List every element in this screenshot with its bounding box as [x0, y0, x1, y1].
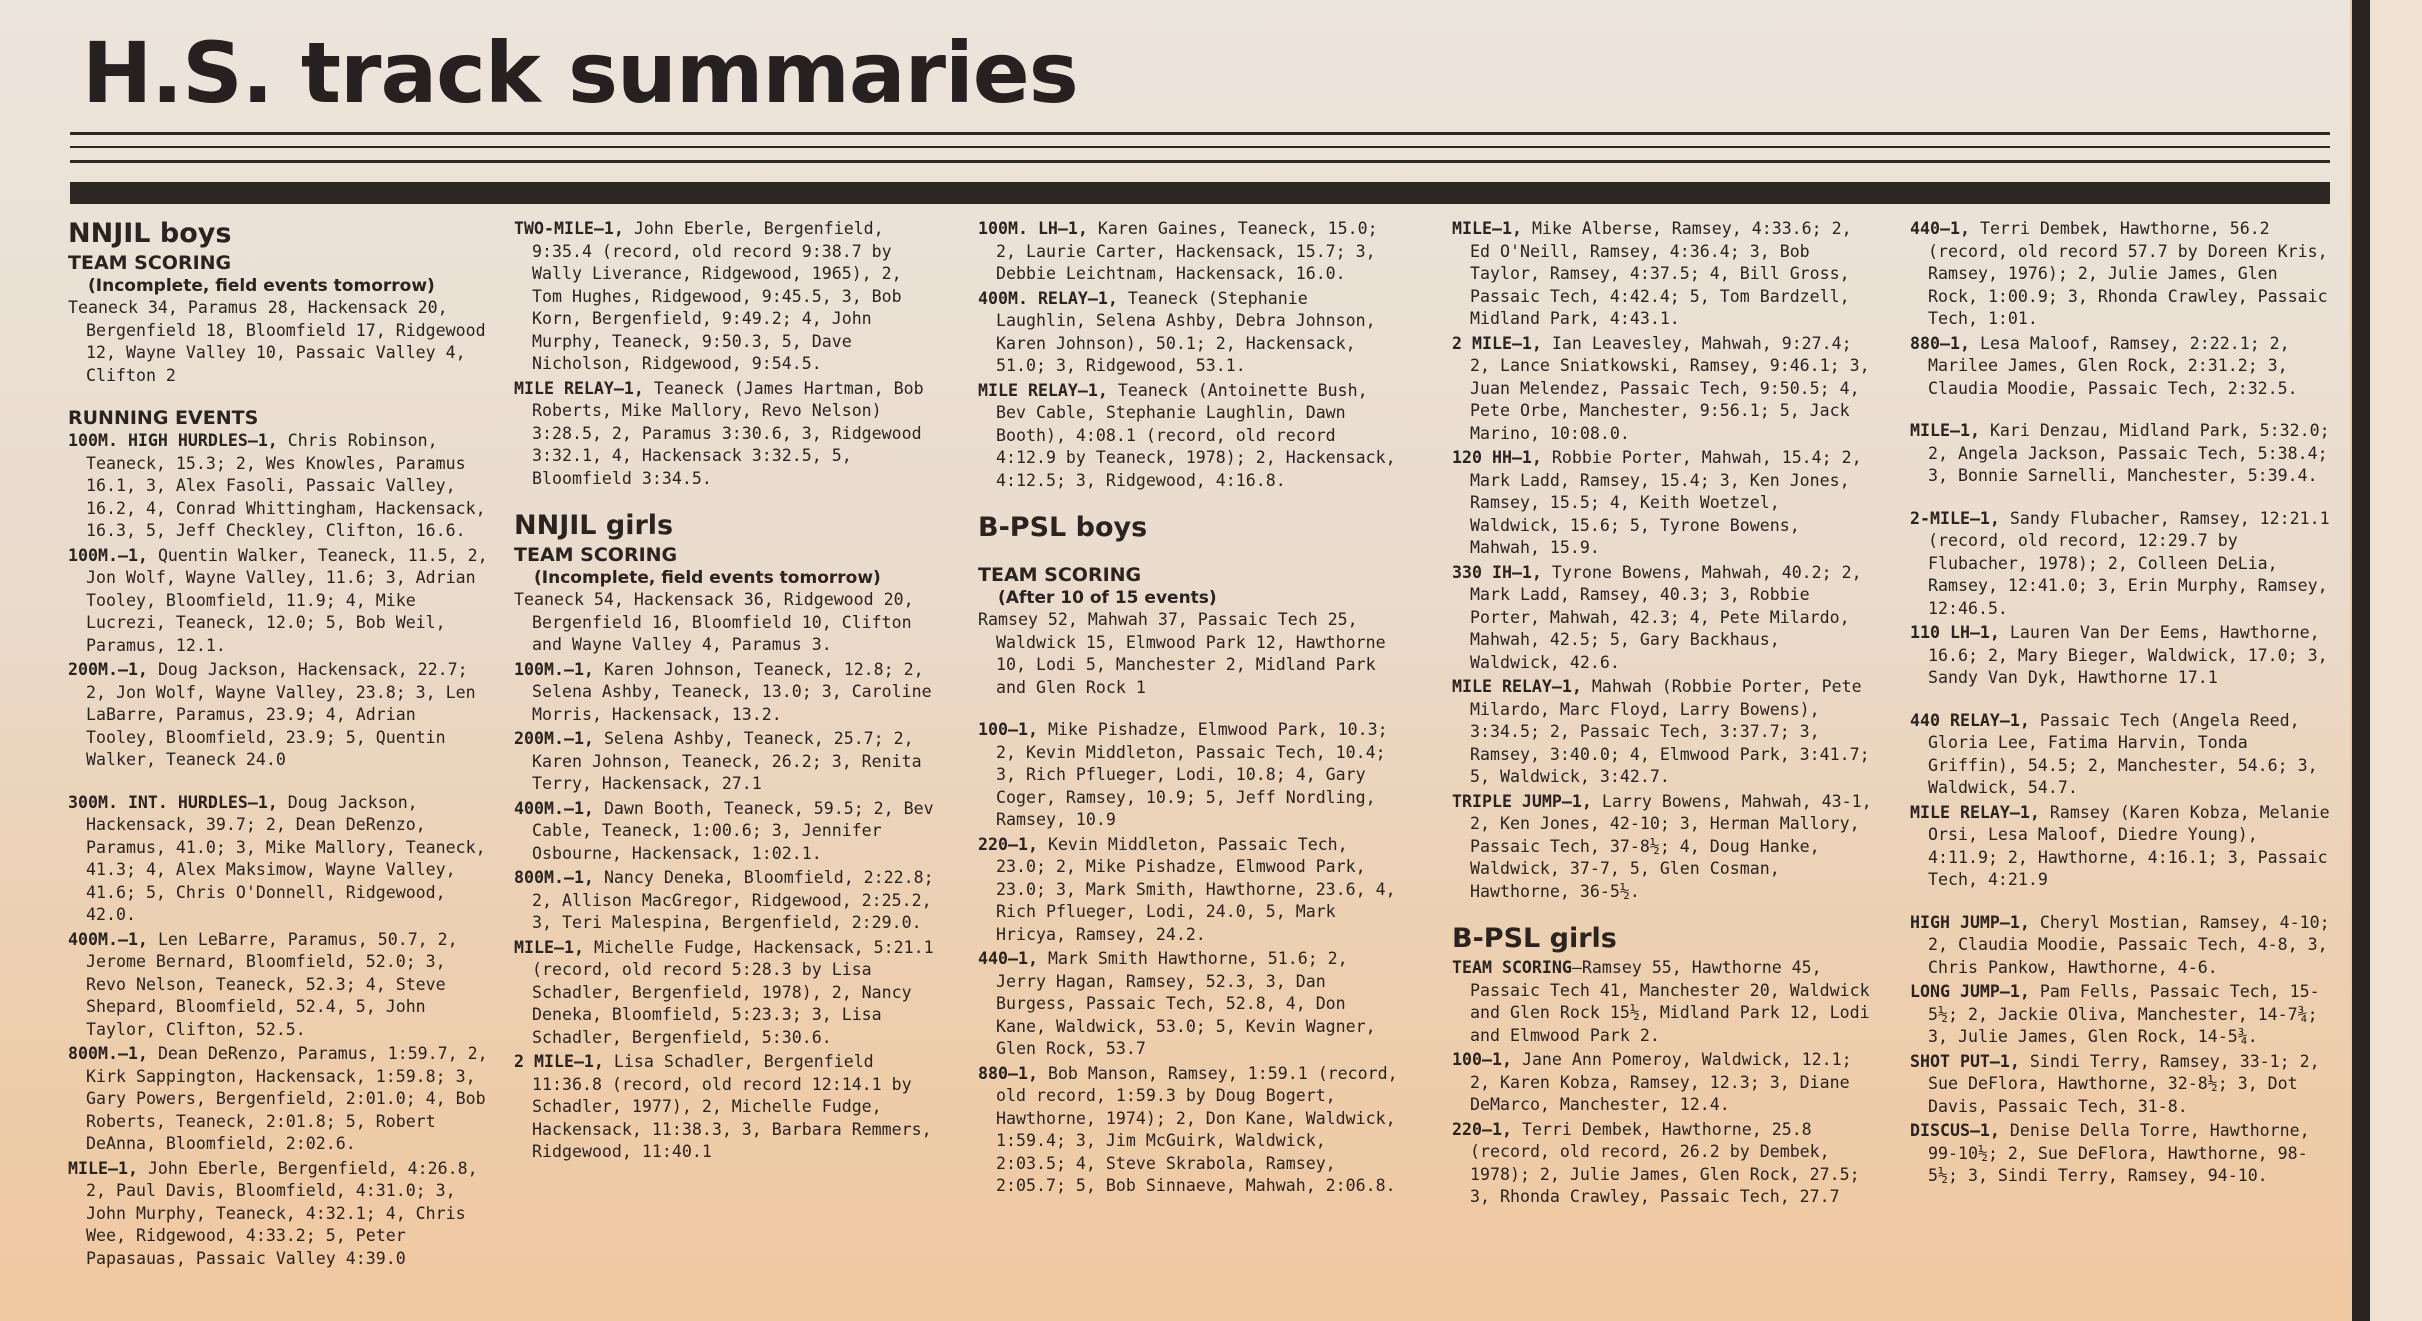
event-name: HIGH JUMP—1, — [1910, 912, 2030, 932]
event-name: 120 HH—1, — [1452, 448, 1542, 467]
event-text: Mahwah (Robbie Porter, Pete Milardo, Marc Floyd, Larry Bowens), 3:34.5; 2, Passaic Tech, 3:37.7; 3, Ramsey, 3:40.0; 4, Elmwood Park, 3:41.7; 5, Waldwick, 3:42.7. — [1470, 677, 1870, 786]
page-edge — [2370, 0, 2422, 1321]
event-name: 220—1, — [1452, 1119, 1512, 1139]
column-5 — [1910, 218, 2330, 1313]
event-name: MILE—1, — [1452, 219, 1522, 238]
event-result — [978, 948, 1398, 1061]
event-result — [1452, 447, 1872, 560]
event-text: Doug Jackson, Hackensack, 22.7; 2, Jon Wolf, Wayne Valley, 23.8; 3, Len LaBarre, Paramus, 23.9; 4, Adrian Tooley, Bloomfield, 23.9; 5, Quentin Walker, Teaneck 24.0 — [86, 660, 476, 769]
event-name: 100M.—1, — [68, 545, 148, 565]
event-text: Kari Denzau, Midland Park, 5:32.0; 2, Angela Jackson, Passaic Tech, 5:38.4; 3, Bonnie Sarnelli, Manchester, 5:39.4. — [1928, 421, 2330, 485]
event-result — [68, 545, 488, 658]
event-name: 800M.—1, — [68, 1044, 148, 1063]
team-scoring-heading: TEAM SCORING — [68, 252, 232, 274]
event-name: 100M. LH—1, — [978, 219, 1088, 238]
event-text: Len LeBarre, Paramus, 50.7, 2, Jerome Bernard, Bloomfield, 52.0; 3, Revo Nelson, Teaneck, 52.3; 4, Steve Shepard, Bloomfield, 52.4, 5, John Taylor, Clifton, 52.5. — [86, 929, 458, 1039]
event-text: Passaic Tech (Angela Reed, Gloria Lee, Fatima Harvin, Tonda Griffin), 54.5; 2, Manchester, 54.6; 3, Waldwick, 54.7. — [1928, 710, 2318, 797]
event-result — [1452, 676, 1872, 789]
event-text: Jane Ann Pomeroy, Waldwick, 12.1; 2, Karen Kobza, Ramsey, 12.3; 3, Diane DeMarco, Manchester, 12.4. — [1470, 1050, 1852, 1114]
event-name: LONG JUMP—1, — [1910, 982, 2030, 1001]
event-text: Dawn Booth, Teaneck, 59.5; 2, Bev Cable, Teaneck, 1:00.6; 3, Jennifer Osbourne, Hackensack, 1:02.1. — [532, 798, 934, 863]
event-text: Lauren Van Der Eems, Hawthorne, 16.6; 2, Mary Bieger, Waldwick, 17.0; 3, Sandy Van Dyk, Hawthorne 17.1 — [1928, 623, 2328, 687]
event-name: 400M.—1, — [514, 798, 594, 818]
event-result — [68, 430, 488, 543]
team-scoring-note: (Incomplete, field events tomorrow) — [88, 276, 435, 296]
event-text: Dean DeRenzo, Paramus, 1:59.7, 2, Kirk Sappington, Hackensack, 1:59.8; 3, Gary Powers, Bergenfield, 2:01.0; 4, Bob Roberts, Teaneck, 2:01.8; 5, Robert DeAnna, Bloomfield, 2:02.6. — [86, 1044, 488, 1153]
event-text: Teaneck (Antoinette Bush, Bev Cable, Stephanie Laughlin, Dawn Booth), 4:08.1 (record, old record 4:12.9 by Teaneck, 1978); 2, Hackensack, 4:12.5; 3, Ridgewood, 4:16.8. — [996, 380, 1396, 490]
event-result — [514, 659, 934, 727]
headline-rule-3 — [70, 160, 2330, 163]
event-name: 2 MILE—1, — [514, 1052, 604, 1071]
event-text: Lesa Maloof, Ramsey, 2:22.1; 2, Marilee James, Glen Rock, 2:31.2; 3, Claudia Moodie, Passaic Tech, 2:32.5. — [1928, 333, 2298, 398]
event-result — [1910, 802, 2330, 892]
event-result — [978, 380, 1398, 493]
event-result — [978, 1063, 1398, 1198]
column-3 — [978, 218, 1398, 1313]
event-text: Mike Pishadze, Elmwood Park, 10.3; 2, Kevin Middleton, Passaic Tech, 10.4; 3, Rich Pflueger, Lodi, 10.8; 4, Gary Coger, Ramsey, 10.9; 5, Jeff Nordling, Ramsey, 10.9 — [996, 720, 1388, 829]
event-name: 200M.—1, — [514, 729, 594, 748]
section-title-bpsl-boys: B-PSL boys — [978, 512, 1148, 543]
event-name: MILE—1, — [514, 937, 584, 957]
event-text: Quentin Walker, Teaneck, 11.5, 2, Jon Wolf, Wayne Valley, 11.6; 3, Adrian Tooley, Bloomfield, 11.9; 4, Mike Lucrezi, Teaneck, 12.0; 5, Bob Weil, Paramus, 12.1. — [86, 545, 488, 655]
column-4 — [1452, 218, 1872, 1313]
event-result — [978, 218, 1398, 286]
event-text: Ian Leavesley, Mahwah, 9:27.4; 2, Lance Sniatkowski, Ramsey, 9:46.1; 3, Juan Melendez, Passaic Tech, 9:50.5; 4, Pete Orbe, Manchester, 9:56.1; 5, Jack Marino, 10:08.0. — [1470, 333, 1870, 443]
event-name: 2 MILE—1, — [1452, 333, 1542, 353]
event-result — [1452, 1119, 1872, 1209]
event-result — [1910, 508, 2330, 621]
team-scoring-heading: TEAM SCORING — [514, 544, 678, 566]
event-name: MILE RELAY—1, — [1452, 677, 1582, 696]
event-name: 100—1, — [978, 720, 1038, 739]
event-text: Pam Fells, Passaic Tech, 15-5½; 2, Jackie Oliva, Manchester, 14-7¾; 3, Julie James, Glen Rock, 14-5¾. — [1928, 982, 2320, 1046]
event-name: TRIPLE JUMP—1, — [1452, 791, 1592, 811]
event-result — [1910, 420, 2330, 488]
event-name: SHOT PUT—1, — [1910, 1051, 2020, 1071]
event-name: 100M. HIGH HURDLES—1, — [68, 431, 278, 450]
event-result — [1910, 1120, 2330, 1188]
event-name: 440 RELAY—1, — [1910, 710, 2030, 730]
event-text: Karen Johnson, Teaneck, 12.8; 2, Selena Ashby, Teaneck, 13.0; 3, Caroline Morris, Hackensack, 13.2. — [532, 659, 932, 724]
event-name: MILE RELAY—1, — [514, 378, 644, 398]
event-result — [978, 288, 1398, 378]
headline-rule-2 — [70, 146, 2330, 148]
event-result — [68, 659, 488, 772]
event-result — [514, 378, 934, 491]
event-result — [68, 1043, 488, 1156]
headline-rule-1 — [70, 132, 2330, 135]
event-name: MILE—1, — [68, 1158, 138, 1178]
event-name: MILE RELAY—1, — [978, 380, 1108, 400]
event-name: TWO-MILE—1, — [514, 219, 624, 238]
event-name: 400M. RELAY—1, — [978, 288, 1118, 308]
event-text: Nancy Deneka, Bloomfield, 2:22.8; 2, Allison MacGregor, Ridgewood, 2:25.2, 3, Teri Malespina, Bergenfield, 2:29.0. — [532, 868, 934, 932]
team-scoring-heading: TEAM SCORING — [978, 564, 1142, 586]
event-text: John Eberle, Bergenfield, 4:26.8, 2, Paul Davis, Bloomfield, 4:31.0; 3, John Murphy, Teaneck, 4:32.1; 4, Chris Wee, Ridgewood, 4:33.2; 5, Peter Papasauas, Passaic Valley 4:39.0 — [86, 1158, 478, 1268]
event-result — [514, 218, 934, 376]
event-result — [1452, 562, 1872, 675]
event-text: Selena Ashby, Teaneck, 25.7; 2, Karen Johnson, Teaneck, 26.2; 3, Renita Terry, Hackensack, 27.1 — [532, 729, 922, 793]
event-text: Mike Alberse, Ramsey, 4:33.6; 2, Ed O'Neill, Ramsey, 4:36.4; 3, Bob Taylor, Ramsey, 4:37.5; 4, Bill Gross, Passaic Tech, 4:42.4; 5, Tom Bardzell, Midland Park, 4:43.1. — [1470, 219, 1852, 328]
headline-bar — [70, 182, 2330, 204]
event-text: Sindi Terry, Ramsey, 33-1; 2, Sue DeFlora, Hawthorne, 32-8½; 3, Dot Davis, Passaic Tech, 31-8. — [1928, 1051, 2320, 1116]
event-text: Karen Gaines, Teaneck, 15.0; 2, Laurie Carter, Hackensack, 15.7; 3, Debbie Leichtnam, Hackensack, 16.0. — [996, 219, 1378, 283]
team-scoring-note: (Incomplete, field events tomorrow) — [534, 568, 881, 588]
event-name: 880—1, — [1910, 333, 1970, 353]
event-text: Kevin Middleton, Passaic Tech, 23.0; 2, Mike Pishadze, Elmwood Park, 23.0; 3, Mark Smith, Hawthorne, 23.6, 4, Rich Pflueger, Lodi, 24.0, 5, Mark Hricya, Ramsey, 24.2. — [996, 834, 1396, 944]
team-scoring-text: Ramsey 52, Mahwah 37, Passaic Tech 25, Waldwick 15, Elmwood Park 12, Hawthorne 10, Lodi 5, Manchester 2, Midland Park and Glen Rock 1 — [978, 610, 1386, 697]
event-result — [514, 798, 934, 866]
event-text: Ramsey (Karen Kobza, Melanie Orsi, Lesa Maloof, Diedre Young), 4:11.9; 2, Hawthorne, 4:16.1; 3, Passaic Tech, 4:21.9 — [1928, 802, 2330, 889]
team-scoring-text: Teaneck 34, Paramus 28, Hackensack 20, Bergenfield 18, Bloomfield 17, Ridgewood 12, Wayne Valley 10, Passaic Valley 4, Clifton 2 — [68, 298, 486, 385]
event-result — [1452, 791, 1872, 904]
team-scoring-heading: TEAM SCORING — [1452, 958, 1572, 977]
event-text: Teaneck (James Hartman, Bob Roberts, Mike Mallory, Revo Nelson) 3:28.5, 2, Paramus 3:30.6, 3, Ridgewood 3:32.1, 4, Hackensack 3:32.5, 5, Bloomfield 3:34.5. — [532, 378, 924, 488]
event-name: 800M.—1, — [514, 868, 594, 887]
column-divider-rule — [2352, 0, 2370, 1321]
event-result — [1910, 333, 2330, 401]
event-result — [1910, 981, 2330, 1049]
event-text: Larry Bowens, Mahwah, 43-1, 2, Ken Jones, 42-10; 3, Herman Mallory, Passaic Tech, 37-8½; 4, Doug Hanke, Waldwick, 37-7, 5, Glen Cosman, Hawthorne, 36-5½. — [1470, 791, 1872, 901]
event-text: Chris Robinson, Teaneck, 15.3; 2, Wes Knowles, Paramus 16.1, 3, Alex Fasoli, Passaic Valley, 16.2, 4, Conrad Whittingham, Hackensack, 16.3, 5, Jeff Checkley, Clifton, 16.6. — [86, 431, 486, 540]
event-name: 2-MILE—1, — [1910, 508, 2000, 528]
column-1 — [68, 218, 488, 1313]
event-name: 300M. INT. HURDLES—1, — [68, 792, 278, 812]
event-result — [978, 834, 1398, 947]
event-name: 440—1, — [978, 949, 1038, 968]
event-name: MILE—1, — [1910, 421, 1980, 440]
section-title-nnjil-boys: NNJIL boys — [68, 218, 232, 249]
event-result — [514, 728, 934, 796]
event-name: DISCUS—1, — [1910, 1121, 2000, 1140]
event-result — [1452, 1049, 1872, 1117]
team-scoring-text: Teaneck 54, Hackensack 36, Ridgewood 20, Bergenfield 16, Bloomfield 10, Clifton and Wayne Valley 4, Paramus 3. — [514, 590, 914, 654]
event-name: 400M.—1, — [68, 929, 148, 949]
event-result — [1910, 622, 2330, 690]
event-text: Michelle Fudge, Hackensack, 5:21.1 (record, old record 5:28.3 by Lisa Schadler, Bergenfield, 1978), 2, Nancy Deneka, Bloomfield, 5:23.3; 3, Lisa Schadler, Bergenfield, 5:30.6. — [532, 937, 934, 1047]
event-result — [978, 719, 1398, 832]
event-result — [68, 792, 488, 927]
running-events-heading: RUNNING EVENTS — [68, 407, 259, 429]
event-name: 100M.—1, — [514, 659, 594, 679]
team-scoring-text — [1452, 957, 1872, 1047]
event-name: 220—1, — [978, 834, 1038, 854]
event-result — [1452, 218, 1872, 331]
event-text: John Eberle, Bergenfield, 9:35.4 (record, old record 9:38.7 by Wally Liverance, Ridgewood, 1965), 2, Tom Hughes, Ridgewood, 9:45.5, 3, Bob Korn, Bergenfield, 9:49.2; 4, John Murphy, Teaneck, 9:50.3, 5, Dave Nicholson, Ridgewood, 9:54.5. — [532, 219, 902, 373]
event-text: Teaneck (Stephanie Laughlin, Selena Ashby, Debra Johnson, Karen Johnson), 50.1; 2, Hackensack, 51.0; 3, Ridgewood, 53.1. — [996, 288, 1376, 375]
column-2 — [514, 218, 934, 1313]
event-text: Denise Della Torre, Hawthorne, 99-10½; 2, Sue DeFlora, Hawthorne, 98-5½; 3, Sindi Terry, Ramsey, 94-10. — [1928, 1121, 2310, 1185]
team-scoring-values: —Ramsey 55, Hawthorne 45, Passaic Tech 41, Manchester 20, Waldwick and Glen Rock 15½, Midland Park 12, Lodi and Elmwood Park 2. — [1470, 958, 1870, 1045]
event-result — [1910, 912, 2330, 980]
event-text: Doug Jackson, Hackensack, 39.7; 2, Dean DeRenzo, Paramus, 41.0; 3, Mike Mallory, Teaneck, 41.3; 4, Alex Maksimow, Wayne Valley, 41.6; 5, Chris O'Donnell, Ridgewood, 42.0. — [86, 792, 486, 924]
event-name: 880—1, — [978, 1063, 1038, 1083]
event-name: 330 IH—1, — [1452, 562, 1542, 582]
event-text: Mark Smith Hawthorne, 51.6; 2, Jerry Hagan, Ramsey, 52.3, 3, Dan Burgess, Passaic Tech, 52.8, 4, Don Kane, Waldwick, 53.0; 5, Kevin Wagner, Glen Rock, 53.7 — [996, 949, 1376, 1058]
event-result — [1910, 710, 2330, 800]
section-title-nnjil-girls: NNJIL girls — [514, 510, 674, 541]
event-text: Lisa Schadler, Bergenfield 11:36.8 (record, old record 12:14.1 by Schadler, 1977), 2, Michelle Fudge, Hackensack, 11:38.3, 3, Barbara Remmers, Ridgewood, 11:40.1 — [532, 1052, 932, 1161]
event-text: Robbie Porter, Mahwah, 15.4; 2, Mark Ladd, Ramsey, 15.4; 3, Ken Jones, Ramsey, 15.5; 4, Keith Woetzel, Waldwick, 15.6; 5, Tyrone Bowens, Mahwah, 15.9. — [1470, 448, 1862, 557]
event-text: Tyrone Bowens, Mahwah, 40.2; 2, Mark Ladd, Ramsey, 40.3; 3, Robbie Porter, Mahwah, 42.3; 4, Pete Milardo, Mahwah, 42.5; 5, Gary Backhaus, Waldwick, 42.6. — [1470, 562, 1862, 672]
team-scoring-note: (After 10 of 15 events) — [998, 588, 1217, 608]
event-result — [514, 937, 934, 1050]
event-text: Sandy Flubacher, Ramsey, 12:21.1 (record, old record, 12:29.7 by Flubacher, 1978); 2, Colleen DeLia, Ramsey, 12:41.0; 3, Erin Murphy, Ramsey, 12:46.5. — [1928, 508, 2330, 618]
event-result — [68, 929, 488, 1042]
event-name: MILE RELAY—1, — [1910, 802, 2040, 822]
event-result — [514, 867, 934, 935]
event-text: Terri Dembek, Hawthorne, 56.2 (record, old record 57.7 by Doreen Kris, Ramsey, 1976); 2, Julie James, Glen Rock, 1:00.9; 3, Rhonda Crawley, Passaic Tech, 1:01. — [1928, 219, 2328, 328]
event-result — [514, 1051, 934, 1164]
event-text: Bob Manson, Ramsey, 1:59.1 (record, old record, 1:59.3 by Doug Bogert, Hawthorne, 1974); 2, Don Kane, Waldwick, 1:59.4; 3, Jim McGuirk, Waldwick, 2:03.5; 4, Steve Skrabola, Ramsey, 2:05.7; 5, Bob Sinnaeve, Mahwah, 2:06.8. — [996, 1063, 1398, 1195]
event-text: Cheryl Mostian, Ramsey, 4-10; 2, Claudia Moodie, Passaic Tech, 4-8, 3, Chris Pankow, Hawthorne, 4-6. — [1928, 912, 2330, 977]
event-name: 200M.—1, — [68, 660, 148, 679]
event-result — [1910, 1051, 2330, 1119]
headline: H.S. track summaries — [82, 24, 1078, 122]
section-title-bpsl-girls: B-PSL girls — [1452, 923, 1617, 954]
event-result — [68, 1158, 488, 1271]
event-result — [1452, 333, 1872, 446]
event-result — [1910, 218, 2330, 331]
event-name: 440—1, — [1910, 219, 1970, 238]
event-name: 100—1, — [1452, 1050, 1512, 1069]
event-text: Terri Dembek, Hawthorne, 25.8 (record, old record, 26.2 by Dembek, 1978); 2, Julie James, Glen Rock, 27.5; 3, Rhonda Crawley, Passaic Tech, 27.7 — [1470, 1119, 1860, 1206]
event-name: 110 LH—1, — [1910, 623, 2000, 642]
